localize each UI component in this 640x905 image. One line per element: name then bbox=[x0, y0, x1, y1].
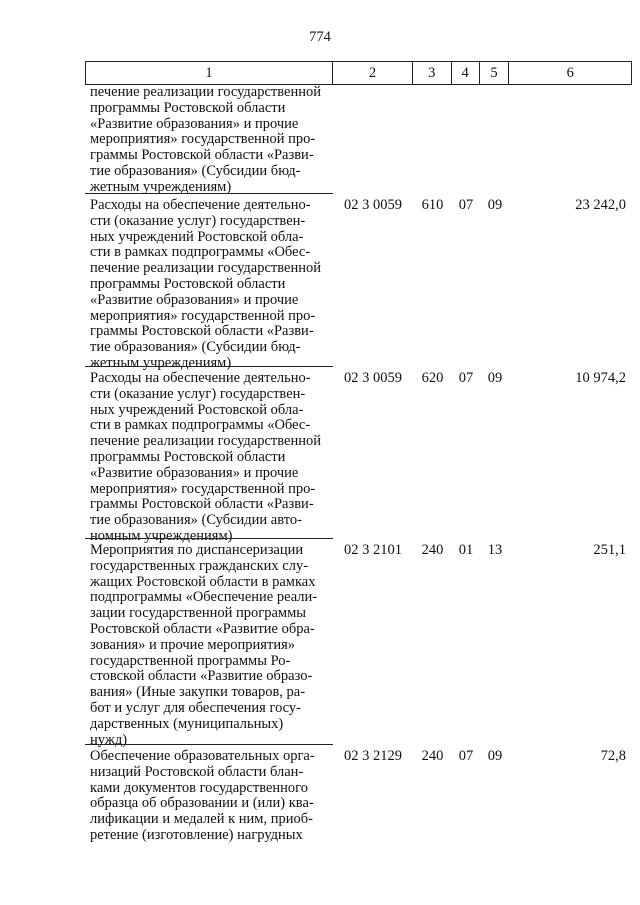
description-line: низаций Ростовской области блан- bbox=[90, 763, 304, 780]
row-code: 02 3 2101 bbox=[344, 542, 402, 558]
description-line: печение реализации государственной bbox=[90, 84, 321, 100]
row-code bbox=[333, 85, 413, 196]
description-line: граммы Ростовской области «Разви- bbox=[90, 147, 314, 164]
row-separator bbox=[85, 744, 333, 745]
description-line: ных учреждений Ростовской обла- bbox=[90, 228, 304, 245]
description-line: сти (оказание услуг) государствен- bbox=[90, 212, 306, 229]
description-line: нужд) bbox=[90, 731, 128, 748]
row-sum: 10 974,2 bbox=[575, 370, 626, 386]
row-separator bbox=[85, 366, 333, 367]
header-col-5: 5 bbox=[480, 62, 510, 84]
row-vr: 620 bbox=[421, 370, 444, 386]
description-line: зации государственной программы bbox=[90, 605, 307, 622]
description-line: мероприятия» государственной про- bbox=[90, 307, 316, 324]
row-pr bbox=[480, 85, 510, 196]
table-header bbox=[85, 61, 632, 85]
row-rz: 07 bbox=[458, 370, 474, 386]
row-rz: 01 bbox=[458, 542, 474, 558]
description-line: лификации и медалей к ним, приоб- bbox=[90, 811, 313, 828]
row-description bbox=[85, 198, 333, 372]
header-col-2: 2 bbox=[333, 62, 413, 84]
description-line: бот и услуг для обеспечения госу- bbox=[90, 699, 302, 716]
table-row bbox=[85, 543, 632, 748]
row-pr: 09 bbox=[487, 197, 503, 213]
description-line: тие образования» (Субсидии бюд- bbox=[90, 162, 301, 179]
table-row bbox=[85, 371, 632, 545]
row-pr: 09 bbox=[487, 370, 503, 386]
header-col-6: 6 bbox=[566, 65, 574, 81]
description-line: жетным учреждениям) bbox=[90, 178, 232, 195]
row-pr: 13 bbox=[487, 542, 503, 558]
row-description bbox=[85, 749, 333, 844]
description-line: жащих Ростовской области в рамках bbox=[90, 573, 316, 590]
row-description bbox=[85, 85, 333, 196]
description-line: Мероприятия по диспансеризации bbox=[90, 542, 304, 558]
description-line: программы Ростовской области bbox=[90, 448, 286, 465]
description-line: жетным учреждениям) bbox=[90, 354, 232, 371]
row-vr bbox=[413, 85, 452, 196]
row-sum: 251,1 bbox=[593, 542, 626, 558]
description-line: сти в рамках подпрограммы «Обес- bbox=[90, 417, 311, 434]
description-line: государственных гражданских слу- bbox=[90, 557, 309, 574]
description-line: программы Ростовской области bbox=[90, 99, 286, 116]
description-line: номным учреждениям) bbox=[90, 527, 233, 544]
description-line: дарственных (муниципальных) bbox=[90, 715, 284, 732]
description-line: «Развитие образования» и прочие bbox=[90, 115, 299, 132]
row-vr: 610 bbox=[421, 197, 444, 213]
row-sum bbox=[510, 85, 632, 196]
row-sum: 72,8 bbox=[600, 748, 626, 764]
description-line: тие образования» (Субсидии бюд- bbox=[90, 339, 301, 356]
row-description bbox=[85, 371, 333, 545]
description-line: ками документов государственного bbox=[90, 779, 309, 796]
description-line: государственной программы Ро- bbox=[90, 652, 291, 669]
description-line: тие образования» (Субсидии авто- bbox=[90, 512, 302, 529]
description-line: Ростовской области «Развитие обра- bbox=[90, 620, 315, 637]
description-line: «Развитие образования» и прочие bbox=[90, 464, 299, 481]
description-line: граммы Ростовской области «Разви- bbox=[90, 496, 314, 513]
row-separator bbox=[85, 193, 333, 194]
row-rz: 07 bbox=[458, 197, 474, 213]
description-line: мероприятия» государственной про- bbox=[90, 480, 316, 497]
description-line: ретение (изготовление) нагрудных bbox=[90, 826, 303, 843]
row-description bbox=[85, 543, 333, 748]
row-vr: 240 bbox=[421, 748, 444, 764]
description-line: сти в рамках подпрограммы «Обес- bbox=[90, 244, 311, 261]
description-line: программы Ростовской области bbox=[90, 275, 286, 292]
description-line: подпрограммы «Обеспечение реали- bbox=[90, 589, 318, 606]
table-row bbox=[85, 198, 632, 372]
description-line: стовской области «Развитие образо- bbox=[90, 668, 313, 685]
table-row bbox=[85, 85, 632, 196]
description-line: ных учреждений Ростовской обла- bbox=[90, 401, 304, 418]
description-line: образца об образовании и (или) ква- bbox=[90, 795, 314, 812]
page-number: 774 bbox=[309, 29, 331, 45]
row-vr: 240 bbox=[421, 542, 444, 558]
description-line: печение реализации государственной bbox=[90, 433, 321, 450]
row-rz bbox=[452, 85, 480, 196]
table-row bbox=[85, 749, 632, 844]
row-sum: 23 242,0 bbox=[575, 197, 626, 213]
header-col-3: 3 bbox=[413, 62, 452, 84]
row-pr: 09 bbox=[487, 748, 503, 764]
description-line: мероприятия» государственной про- bbox=[90, 131, 316, 148]
row-code: 02 3 0059 bbox=[344, 370, 402, 386]
description-line: зования» и прочие мероприятия» bbox=[90, 636, 295, 653]
description-line: граммы Ростовской области «Разви- bbox=[90, 323, 314, 340]
description-line: Расходы на обеспечение деятельно- bbox=[90, 197, 311, 213]
description-line: «Развитие образования» и прочие bbox=[90, 291, 299, 308]
header-col-1: 1 bbox=[86, 62, 333, 84]
row-rz: 07 bbox=[458, 748, 474, 764]
description-line: печение реализации государственной bbox=[90, 260, 321, 277]
description-line: сти (оказание услуг) государствен- bbox=[90, 385, 306, 402]
description-line: Обеспечение образовательных орга- bbox=[90, 748, 315, 764]
row-code: 02 3 0059 bbox=[344, 197, 402, 213]
description-line: Расходы на обеспечение деятельно- bbox=[90, 370, 311, 386]
row-separator bbox=[85, 538, 333, 539]
description-line: вания» (Иные закупки товаров, ра- bbox=[90, 684, 306, 701]
row-code: 02 3 2129 bbox=[344, 748, 402, 764]
header-col-4: 4 bbox=[452, 62, 480, 84]
